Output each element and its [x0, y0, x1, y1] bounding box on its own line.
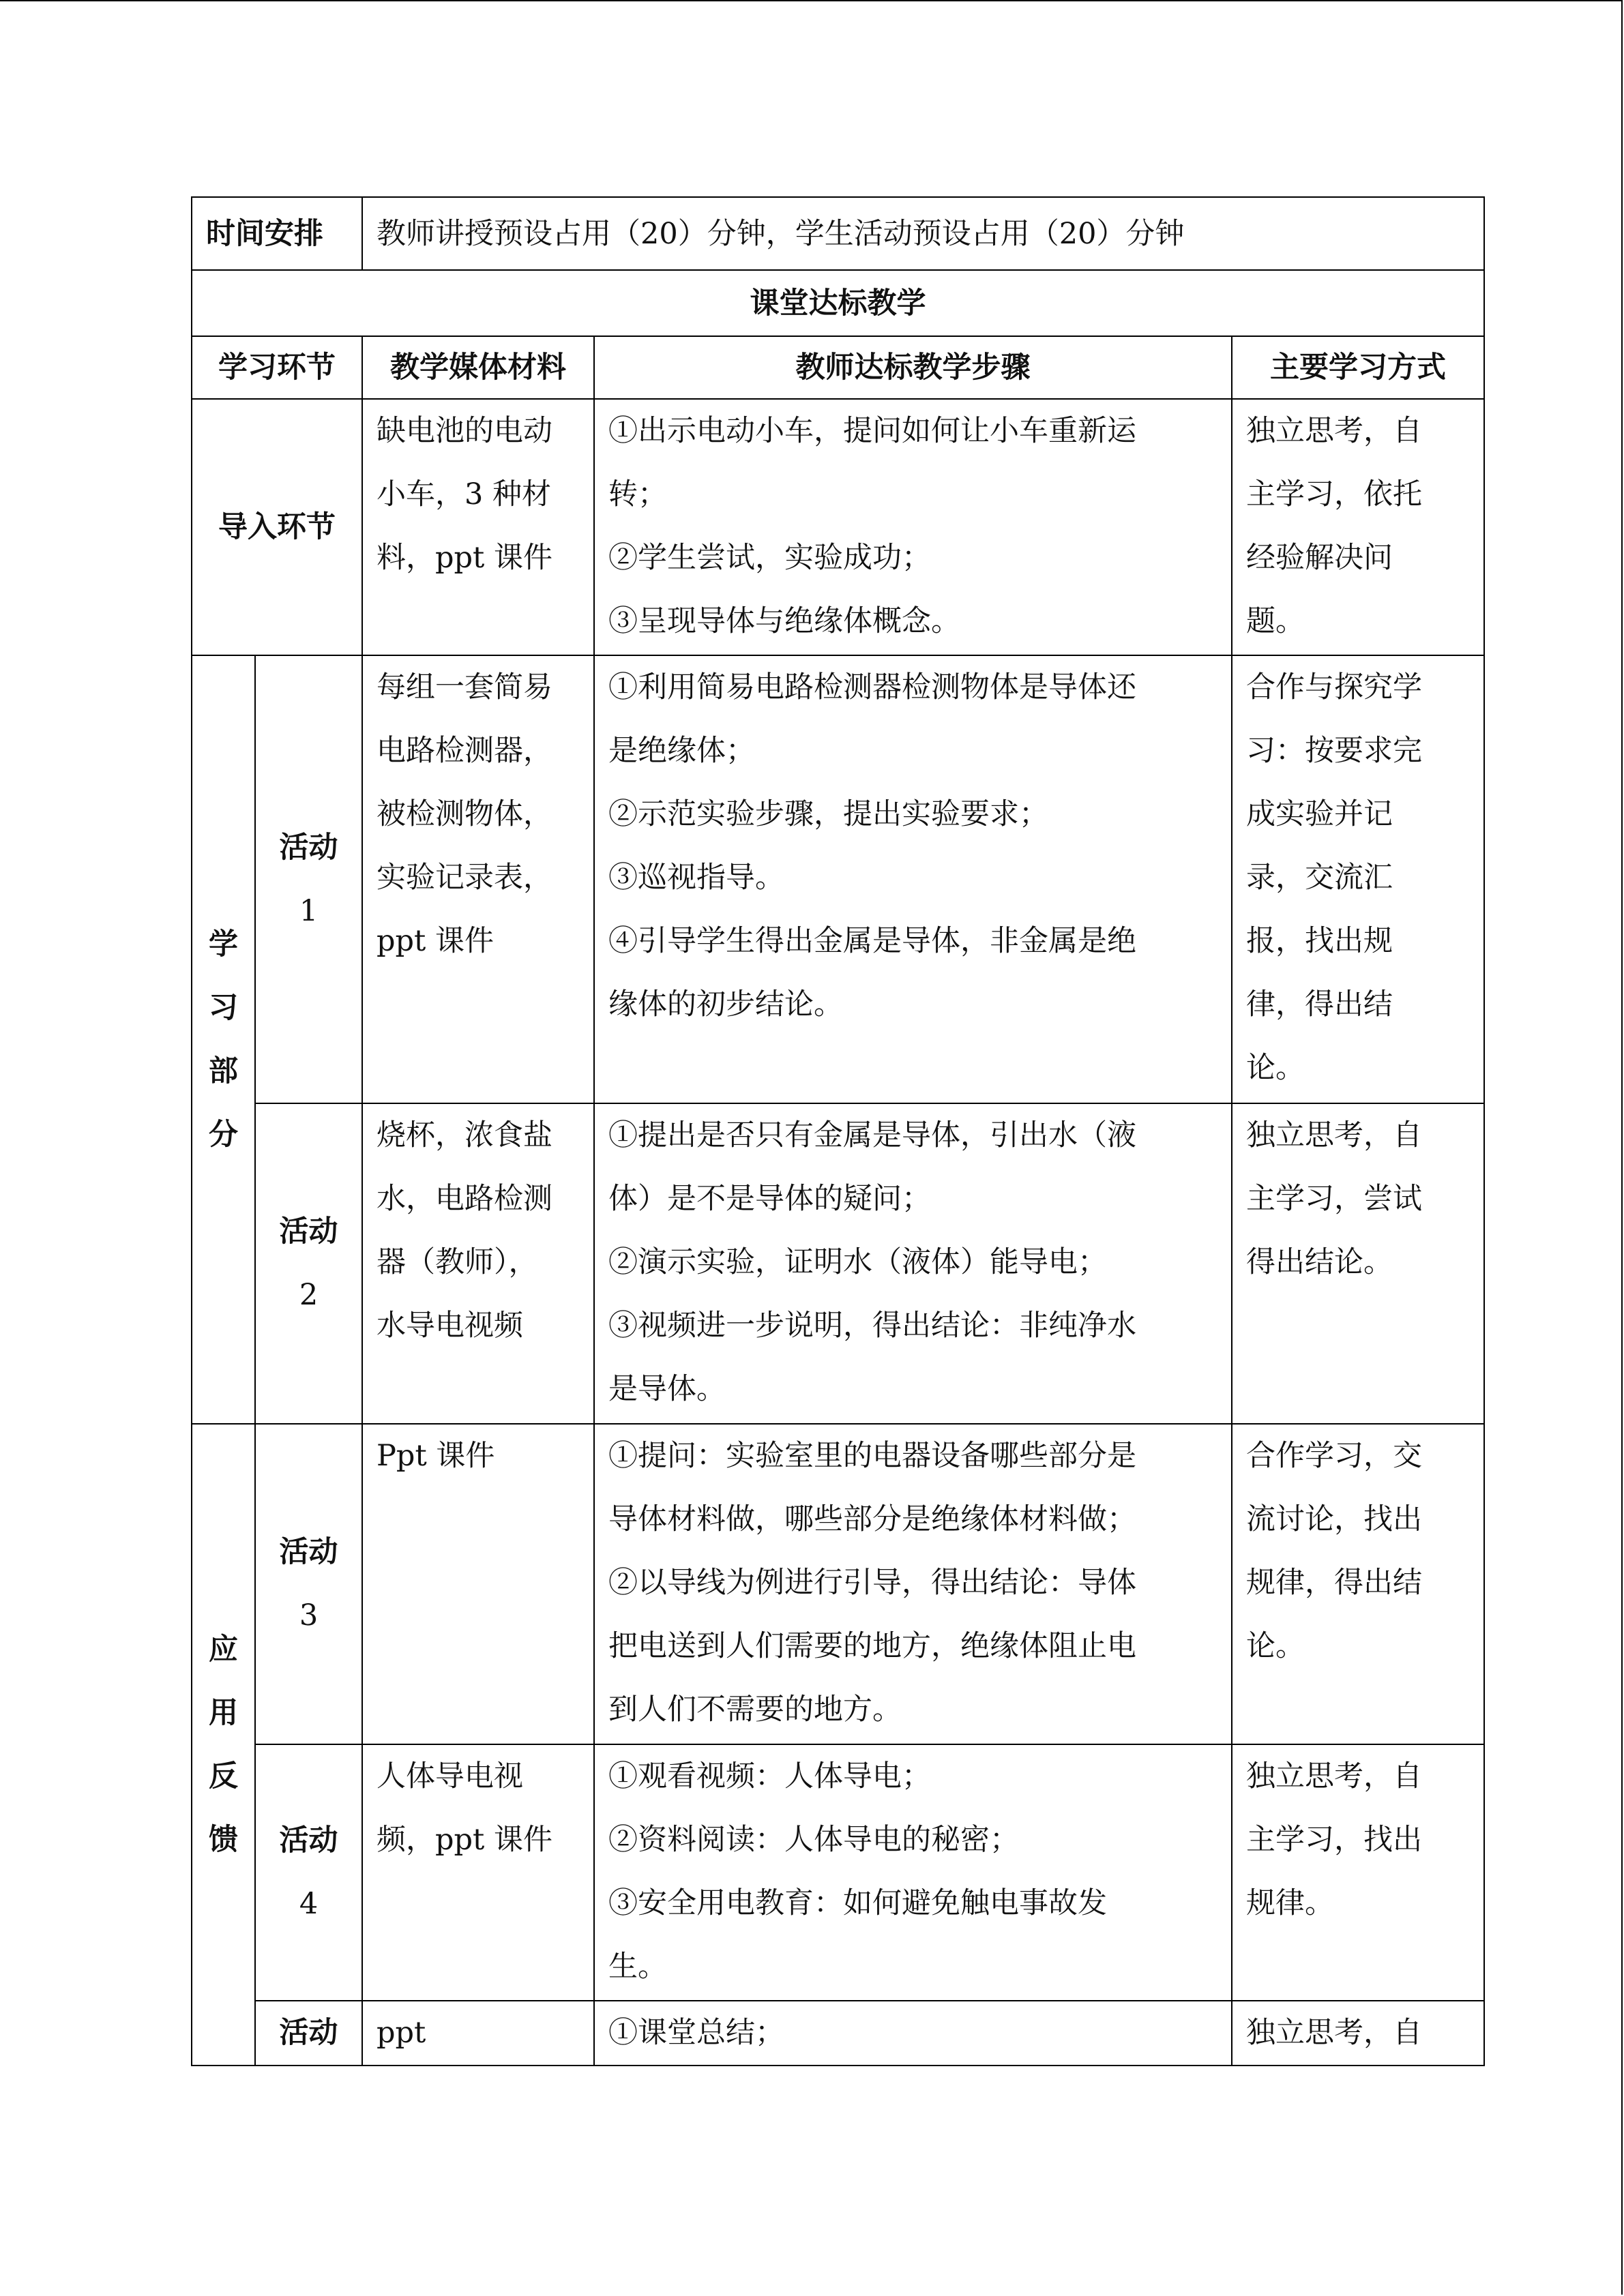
activity-2-media [362, 1103, 594, 1424]
cell-line: 独立思考，自 [1246, 2016, 1422, 2050]
intro-row [192, 399, 1484, 655]
cell-line: ①课堂总结； [608, 2016, 784, 2050]
activity-4-steps [594, 1744, 1232, 2001]
cell-line: 生。 [608, 1950, 667, 1984]
cell-line: ②资料阅读：人体导电的秘密； [608, 1823, 1019, 1857]
cell-line: 合作与探究学 [1246, 670, 1422, 704]
cell-line: 水，电路检测 [377, 1182, 552, 1216]
cell-line: ①观看视频：人体导电； [608, 1759, 931, 1793]
cell-line: ④引导学生得出金属是导体，非金属是绝 [608, 924, 1136, 958]
header-row [192, 336, 1484, 399]
activity-5-method [1232, 2001, 1484, 2066]
cell-line: 习：按要求完 [1246, 734, 1422, 768]
vertical-title-char: 应 [209, 1632, 238, 1667]
time-value: 教师讲授预设占用（20）分钟，学生活动预设占用（20）分钟 [362, 197, 1484, 270]
cell-line: ③安全用电教育：如何避免触电事故发 [608, 1886, 1107, 1920]
section-title-row [192, 270, 1484, 336]
cell-line: 经验解决问 [1246, 541, 1393, 575]
activity-4-label [255, 1744, 362, 2001]
vertical-title-char: 部 [209, 1054, 238, 1088]
intro-steps [594, 399, 1232, 655]
activity-5-steps [594, 2001, 1232, 2066]
cell-line: Ppt 课件 [377, 1439, 495, 1473]
activity-1-steps [594, 655, 1232, 1103]
cell-line: 烧杯，浓食盐 [377, 1118, 552, 1152]
activity-label-text: 活动 [279, 1535, 338, 1569]
vertical-title-char: 用 [209, 1695, 238, 1730]
cell-line: ③巡视指导。 [608, 861, 784, 895]
cell-line: ②演示实验，证明水（液体）能导电； [608, 1245, 1107, 1279]
activity-number: 3 [299, 1598, 319, 1632]
activity-4-method [1232, 1744, 1484, 2001]
cell-line: 律，得出结 [1246, 987, 1393, 1022]
cell-line: 导体材料做，哪些部分是绝缘体材料做； [608, 1502, 1136, 1536]
cell-line: 论。 [1246, 1051, 1305, 1085]
cell-line: ①提问：实验室里的电器设备哪些部分是 [608, 1439, 1136, 1473]
cell-line: 电路检测器， [377, 734, 552, 768]
activity-number: 1 [299, 893, 319, 928]
cell-line: 是导体。 [608, 1372, 726, 1406]
learning-activity-1-row [192, 655, 1484, 1103]
application-activity-5-row [192, 2001, 1484, 2066]
learning-part-title [192, 655, 255, 1424]
cell-line: 得出结论。 [1246, 1245, 1393, 1279]
activity-number: 2 [299, 1278, 319, 1312]
activity-1-method [1232, 655, 1484, 1103]
header-media: 教学媒体材料 [362, 336, 594, 399]
vertical-title-char: 学 [209, 927, 238, 961]
activity-label-text: 活动 [279, 830, 338, 865]
cell-line: 流讨论，找出 [1246, 1502, 1422, 1536]
cell-line: 把电送到人们需要的地方，绝缘体阻止电 [608, 1629, 1136, 1663]
vertical-title-char: 分 [209, 1117, 238, 1152]
activity-5-label [255, 2001, 362, 2066]
learning-activity-2-row [192, 1103, 1484, 1424]
intro-stage: 导入环节 [192, 399, 362, 655]
cell-line: 规律。 [1246, 1886, 1334, 1920]
cell-line: 主学习，找出 [1246, 1823, 1422, 1857]
cell-line: 合作学习，交 [1246, 1439, 1422, 1473]
activity-1-media [362, 655, 594, 1103]
cell-line: ③呈现导体与绝缘体概念。 [608, 604, 960, 638]
activity-label-text: 活动 [279, 1823, 338, 1858]
section-title: 课堂达标教学 [192, 270, 1484, 336]
cell-line: 缘体的初步结论。 [608, 987, 843, 1022]
header-method: 主要学习方式 [1232, 336, 1484, 399]
activity-1-label [255, 655, 362, 1103]
cell-line: 独立思考，自 [1246, 414, 1422, 448]
activity-label-text: 活动 [279, 2016, 338, 2050]
activity-2-steps [594, 1103, 1232, 1424]
header-stage: 学习环节 [192, 336, 362, 399]
application-activity-4-row [192, 1744, 1484, 2001]
activity-2-label [255, 1103, 362, 1424]
intro-media [362, 399, 594, 655]
intro-method [1232, 399, 1484, 655]
cell-line: 水导电视频 [377, 1309, 523, 1343]
cell-line: 体）是不是导体的疑问； [608, 1182, 931, 1216]
cell-line: 题。 [1246, 604, 1305, 638]
cell-line: ①提出是否只有金属是导体，引出水（液 [608, 1118, 1136, 1152]
lesson-plan-table [191, 196, 1485, 2066]
cell-line: 转； [608, 477, 667, 511]
cell-line: 器（教师）， [377, 1245, 538, 1279]
cell-line: 每组一套简易 [377, 670, 552, 704]
header-steps: 教师达标教学步骤 [594, 336, 1232, 399]
cell-line: 实验记录表， [377, 861, 552, 895]
activity-3-media [362, 1424, 594, 1744]
cell-line: ppt 课件 [377, 924, 494, 958]
cell-line: ppt [377, 2016, 426, 2050]
activity-5-media [362, 2001, 594, 2066]
cell-line: 主学习，尝试 [1246, 1182, 1422, 1216]
cell-line: ③视频进一步说明，得出结论：非纯净水 [608, 1309, 1136, 1343]
cell-line: ②以导线为例进行引导，得出结论：导体 [608, 1566, 1136, 1600]
cell-line: 报，找出规 [1246, 924, 1393, 958]
activity-3-steps [594, 1424, 1232, 1744]
cell-line: 录，交流汇 [1246, 861, 1393, 895]
activity-3-method [1232, 1424, 1484, 1744]
application-activity-3-row [192, 1424, 1484, 1744]
time-row [192, 197, 1484, 270]
cell-line: 是绝缘体； [608, 734, 755, 768]
cell-line: 成实验并记 [1246, 797, 1393, 831]
cell-line: 到人们不需要的地方。 [608, 1693, 902, 1727]
cell-line: 料，ppt 课件 [377, 541, 552, 575]
cell-line: ①利用简易电路检测器检测物体是导体还 [608, 670, 1136, 704]
vertical-title-char: 习 [209, 990, 238, 1025]
cell-line: 频，ppt 课件 [377, 1823, 552, 1857]
cell-line: 被检测物体， [377, 797, 552, 831]
time-label: 时间安排 [192, 197, 362, 270]
activity-3-label [255, 1424, 362, 1744]
activity-4-media [362, 1744, 594, 2001]
cell-line: 论。 [1246, 1629, 1305, 1663]
vertical-title-char: 馈 [209, 1822, 238, 1857]
application-part-title [192, 1424, 255, 2066]
cell-line: 规律，得出结 [1246, 1566, 1422, 1600]
cell-line: 小车，3 种材 [377, 477, 552, 511]
cell-line: 独立思考，自 [1246, 1759, 1422, 1793]
cell-line: 主学习，依托 [1246, 477, 1422, 511]
cell-line: ②学生尝试，实验成功； [608, 541, 931, 575]
activity-label-text: 活动 [279, 1214, 338, 1249]
cell-line: ①出示电动小车，提问如何让小车重新运 [608, 414, 1136, 448]
cell-line: 人体导电视 [377, 1759, 523, 1793]
activity-number: 4 [299, 1887, 319, 1921]
cell-line: ②示范实验步骤，提出实验要求； [608, 797, 1048, 831]
vertical-title-char: 反 [209, 1759, 238, 1793]
activity-2-method [1232, 1103, 1484, 1424]
cell-line: 独立思考，自 [1246, 1118, 1422, 1152]
cell-line: 缺电池的电动 [377, 414, 552, 448]
